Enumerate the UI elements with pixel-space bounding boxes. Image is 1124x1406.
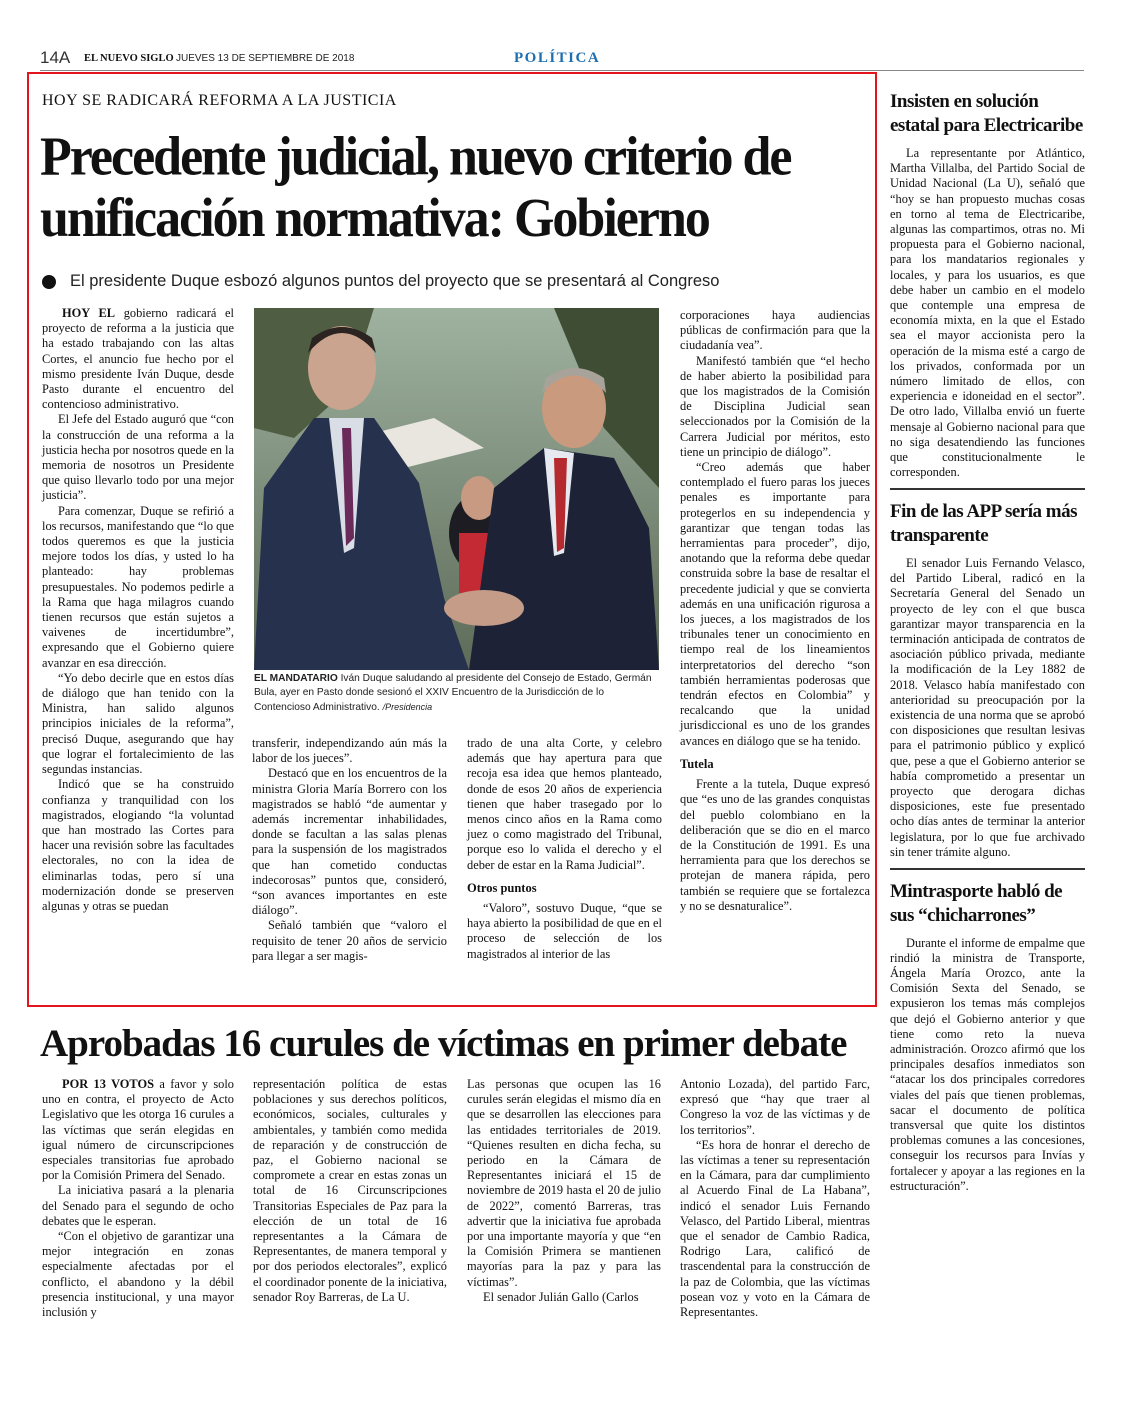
- page-header: [40, 48, 1084, 70]
- paragraph: “Creo además que haber contemplado el fuero paras los jueces penales es importante para protegerlos en su independencia y garantizar que tengan todas las herramientas para proceder”, dijo, anotando que la reforma debe quedar construida sobre la base de resaltar el precedente judicial y que se convierta además en una unificación rigurosa a los jueces, a los magistrados de los tribunales tener un conocimiento en tiempo real de los lineamientos interpretatorios del derecho “son también herramientas poderosas que tendrán efectos en Colombia” y recalcando que la unidad jurisdiccional es uno de los grandes avances en diálogo que se ha tenido.: [680, 460, 870, 748]
- bullet-icon: [42, 275, 56, 289]
- paragraph: transferir, independizando aún más la labor de los jueces”.: [252, 736, 447, 766]
- main-col-4: [680, 308, 870, 914]
- photo-caption: [254, 672, 659, 715]
- caption-text: Iván Duque saludando al presidente del Consejo de Estado, Germán Bula, ayer en Pasto donde sesionó el XXIV Encuentro de la Jurisdicción de lo Contencioso Administrativo.: [254, 673, 652, 713]
- caption-lead: EL MANDATARIO: [254, 673, 338, 684]
- paragraph: a favor y solo uno en contra, el proyecto de Acto Legislativo que les otorga 16 curules a las víctimas que serán elegidas en igual número de circunscripciones especiales transitorias fue aprobado por la Comisión Primera del Senado.: [42, 1077, 234, 1183]
- paragraph: “Valoro”, sostuvo Duque, “que se haya abierto la posibilidad de que en el proceso de selección de los magistrados al interior de las: [467, 901, 662, 961]
- sidebar-headline-1: Insisten en solución estatal para Electricaribe: [890, 91, 1083, 136]
- main-col-3: [467, 736, 662, 962]
- paragraph: representación política de estas poblaciones y sus derechos políticos, económicos, sociales, culturales y ambientales, y también como medida de reparación y de construcción de paz, el Gobierno nacional se compromete a crear en estas zonas un total de 16 Circunscripciones Transitorias Especiales de Paz para la elección de un total de 16 representantes a la Cámara de Representantes, de manera temporal y por dos periodos electorales”, explicó el coordinador ponente de la iniciativa, senador Roy Barreras, de La U.: [253, 1077, 447, 1304]
- sidebar-body-1: La representante por Atlántico, Martha Villalba, del Partido Social de Unidad Nacional (La U), señaló que “hoy se han propuesto muchas cosas en torno al tema de Electricaribe, algunas las compartimos, otras no. Mi propuesta para el Gobierno nacional, para los mandatarios regionales y locales, y para los usuarios, es que debe haber un cambio en el modelo que contemple una empresa de economía mixta, en la que el Estado sea el mayor accionista pero la operación de la misma esté a cargo de los privados, conformada por un número limitado de ellos, con experiencia e idoneidad en el sector”. De otro lado, Villalba envió un fuerte mensaje al Gobierno nacional para que no siga desatendiendo las funciones que constitucionalmente le corresponden.: [890, 146, 1085, 480]
- kicker: HOY SE RADICARÁ REFORMA A LA JUSTICIA: [42, 92, 397, 109]
- paragraph: La iniciativa pasará a la plenaria del Senado para el segundo de ocho debates que le esperan.: [42, 1183, 234, 1228]
- main-col-1: [42, 306, 234, 914]
- paragraph: Antonio Lozada), del partido Farc, expresó que “hay que traer al Congreso la voz de las víctimas y de los territorios”.: [680, 1077, 870, 1137]
- newspaper-name: EL NUEVO SIGLO: [84, 53, 174, 64]
- paragraph: Indicó que se ha construido confianza y tranquilidad con los magistrados, elogiando “la voluntad que han mostrado las Cortes para hacer una revisión sobre las facultades electorales, no con la idea de eliminarlas todas, pero sí una modernización donde se preserven algunas y otras se puedan: [42, 777, 234, 913]
- photo-credit: /Presidencia: [382, 702, 433, 712]
- sidebar-body-3: Durante el informe de empalme que rindió la ministra de Transporte, Ángela María Orozco, ante la Comisión Sexta del Senado, se expusieron los temas más complejos que dejó el Gobierno anterior y que tiene como reto la nueva administración. Orozco afirmó que los principales desafíos inmediatos son “atacar los dos principales corredores viales del país que tienen problemas, sacar el documento de política transversal que quite los distintos problemas comunes a las concesiones, conseguir los recursos para Invías y fortalecer y apoyar a las regiones en la estructuración”.: [890, 935, 1085, 1193]
- second-col-4: [680, 1077, 870, 1320]
- paragraph: “Es hora de honrar el derecho de las víctimas a tener su representación en la Cámara, para dar cumplimiento al Acuerdo Final de La Habana”, indicó el senador Luis Fernando Velasco, del Partido Liberal, mientras que el senador de Cambio Radica, Rodrigo Lara, calificó de trascendental para la construcción de la paz de Colombia, que las víctimas posean voz y voto en la Cámara de Representantes.: [680, 1137, 870, 1320]
- lead-in: HOY EL: [62, 306, 115, 320]
- paragraph: El Jefe del Estado auguró que “con la construcción de una reforma a la justicia hecha por nosotros quede en la memoria de nosotros un Presidente que quiso llevarlo todo por una mejor justicia”.: [42, 412, 234, 503]
- paragraph: Destacó que en los encuentros de la ministra Gloria María Borrero con los magistrados se habló “de aumentar y además incrementar inhabilidades, donde se facultan a las salas plenas para la suspensión de los magistrados que han cometido conductas indecorosas” puntos que, consideró, “son avances importantes en este diálogo”.: [252, 766, 447, 918]
- sidebar-body-2: El senador Luis Fernando Velasco, del Partido Liberal, radicó en la Secretaría General del Senado un proyecto de ley con el que busca garantizar mayor transparencia en la terminación anticipada de contratos de asociación público privada, mediante la modificación de la Ley 1882 de 2018. Velasco había manifestado con anterioridad su preocupación por la existencia de una norma que se aprobó con disposiciones que resultan lesivas para el patrimonio público y explicó que, pese a que el Gobierno anterior se había comprometido a presentar un proyecto que derogara dichas disposiciones, este fue presentado ocho días antes de terminar la anterior legislatura, por lo que fue archivado sin tener trámite alguno.: [890, 555, 1085, 859]
- subhead-otros-puntos: Otros puntos: [467, 880, 537, 895]
- sidebar-headline-3: Mintrasporte habló de sus “chicharrones”: [890, 880, 1063, 926]
- sidebar-divider: [890, 488, 1085, 490]
- page-number: 14A: [40, 48, 71, 67]
- paragraph: gobierno radicará el proyecto de reforma a la justicia que ha estado trabajando con las altas Cortes, el anuncio fue hecho por el mismo presidente Iván Duque, desde Pasto durante el encuentro del contencioso administrativo.: [42, 306, 234, 412]
- news-photo: [254, 308, 659, 670]
- main-headline: Precedente judicial, nuevo criterio de unificación normativa: Gobierno: [40, 127, 791, 249]
- section-name: POLÍTICA: [514, 50, 601, 66]
- paragraph: Frente a la tutela, Duque expresó que “es uno de las grandes conquistas del pueblo colombiano en la deliberación que se dio en el marco de la Constitución de 1991. Es una herramienta para que los derechos se protejan de manera rápida, pero también se requiere que se fortalezca y no se desnaturalice”.: [680, 777, 870, 913]
- deck-text: El presidente Duque esbozó algunos puntos del proyecto que se presentará al Congreso: [70, 272, 720, 290]
- paragraph: Manifestó también que “el hecho de haber abierto la posibilidad para que los magistrados de la Comisión de Disciplina Judicial sean seleccionados por la Comisión de la Carrera Judicial por méritos, esto tiene un principio de diálogo”.: [680, 353, 870, 459]
- second-headline: Aprobadas 16 curules de víctimas en primer debate: [40, 1022, 847, 1065]
- main-col-2: [252, 736, 447, 964]
- second-col-1: [42, 1077, 234, 1320]
- deck: [42, 272, 872, 294]
- paragraph: Las personas que ocupen las 16 curules serán elegidas el mismo día en que se desarrollen las elecciones para las entidades territoriales de 2019. “Quienes resulten en dicha fecha, su periodo en la Cámara de Representantes iniciará el 15 de noviembre de 2019 hasta el 20 de julio de 2022”, comentó Barreras, tras advertir que la iniciativa fue aprobada por una importante mayoría y que “en la Comisión Primera se mantienen mayorías para la paz y para las víctimas”.: [467, 1077, 661, 1289]
- paragraph: trado de una alta Corte, y celebro además que hay apertura para que recoja esa idea que hemos planteado, donde de esos 20 años de experiencia tienen que haber trasegado por lo menos cinco años en la Rama como juez o como magistrado del Tribunal, porque eso lo valida el derecho y el deber de estar en la Rama Judicial”.: [467, 736, 662, 872]
- sidebar-headline-2: Fin de las APP sería más transparente: [890, 500, 1077, 546]
- paragraph: corporaciones haya audiencias públicas de confirmación para que la ciudadanía vea”.: [680, 308, 870, 353]
- paragraph: Señaló también que “valoro el requisito de tener 20 años de servicio para llegar a ser magis-: [252, 918, 447, 963]
- paragraph: “Con el objetivo de garantizar una mejor integración en zonas especialmente afectadas por el conflicto, el abandono y la débil presencia institucional, y una mayor inclusión y: [42, 1229, 234, 1320]
- paragraph: Para comenzar, Duque se refirió a los recursos, manifestando que “lo que todos queremos es que la justicia mejore todos los días, y usted lo ha planteado: hay problemas presupuestales. No podemos pedirle a la Rama que haga milagros cuando tienen recursos que están sujetos a vaivenes de incertidumbre”, expresando que el Gobierno quiere avanzar en esa dirección.: [42, 503, 235, 670]
- second-col-2: [253, 1077, 447, 1305]
- sidebar-divider: [890, 868, 1085, 870]
- sidebar: [890, 90, 1085, 1194]
- paragraph: El senador Julián Gallo (Carlos: [483, 1289, 639, 1304]
- issue-date: JUEVES 13 DE SEPTIEMBRE DE 2018: [176, 53, 355, 64]
- second-col-3: [467, 1077, 661, 1305]
- paragraph: “Yo debo decirle que en estos días de diálogo que han tenido con la Ministra, han salido algunos principios iniciales de la reforma”, precisó Duque, asegurando que hay que lograr el fortalecimiento de las segundas instancias.: [42, 670, 234, 777]
- lead-in: POR 13 VOTOS: [62, 1077, 154, 1091]
- subhead-tutela: Tutela: [680, 756, 714, 771]
- header-rule: [40, 70, 1084, 71]
